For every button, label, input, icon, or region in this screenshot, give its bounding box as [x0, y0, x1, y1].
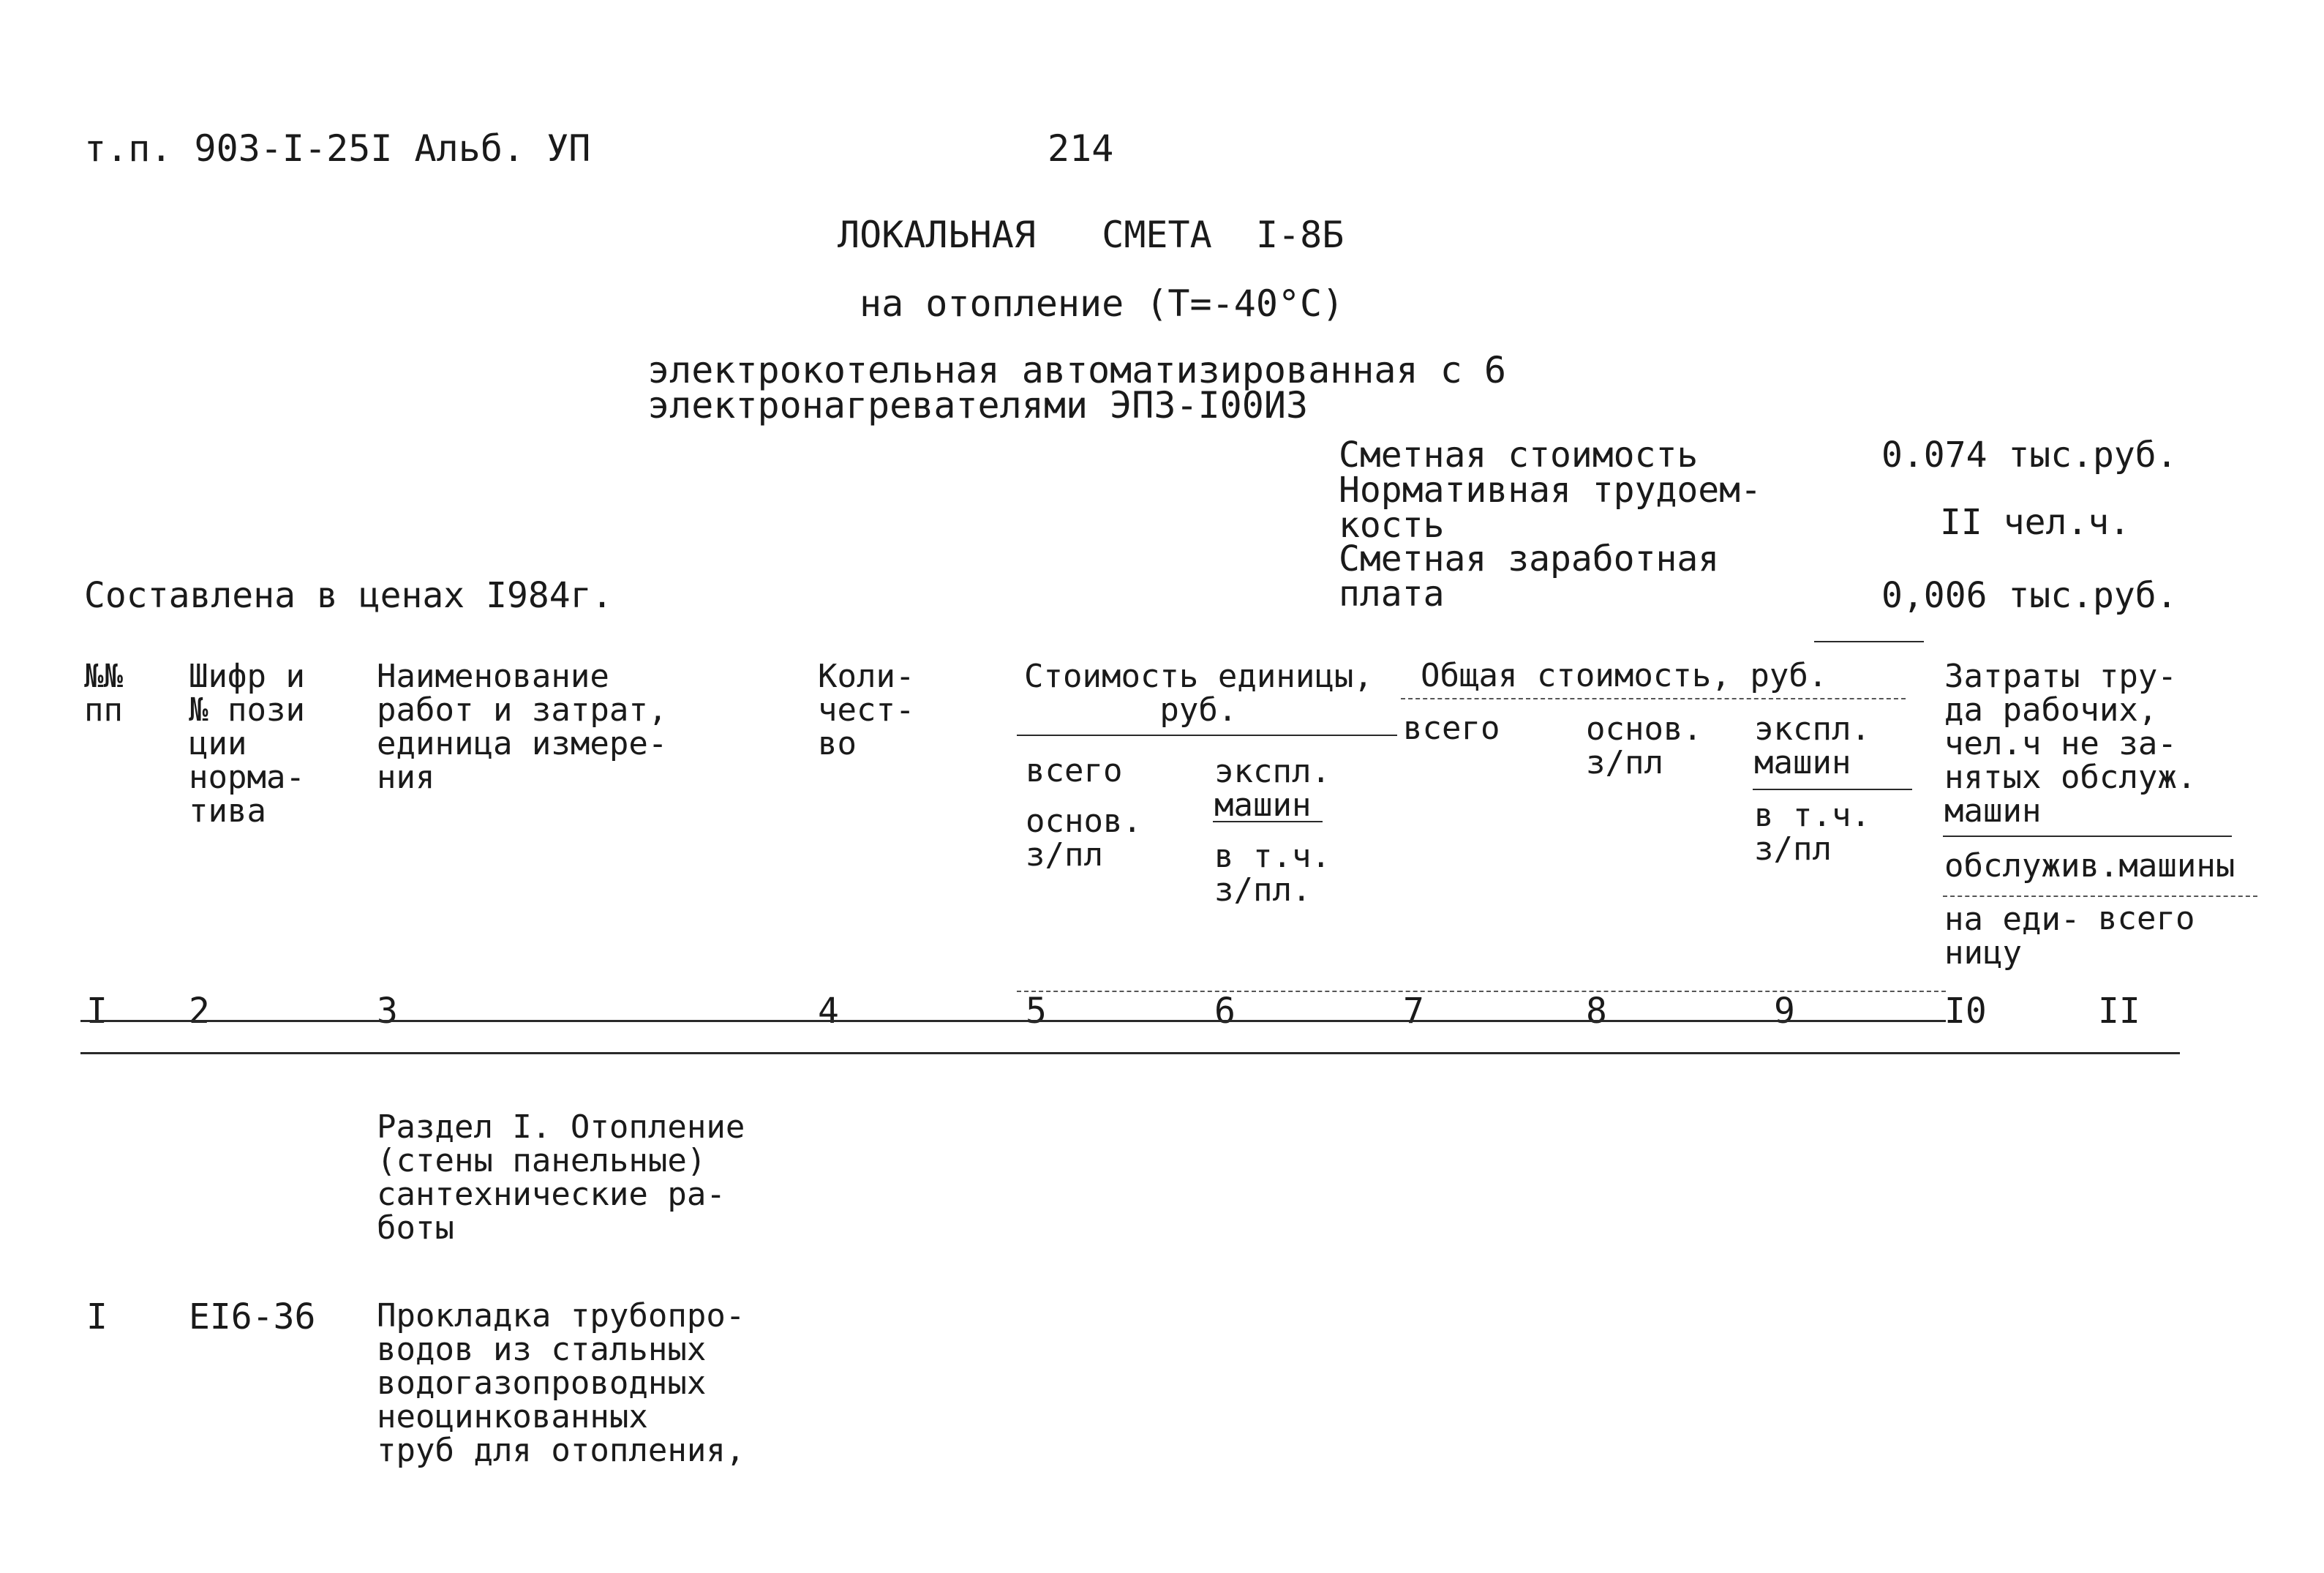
labor-value: II чел.ч. — [1940, 502, 2131, 543]
estimate-title: ЛОКАЛЬНАЯ СМЕТА I-8Б — [838, 214, 1345, 256]
col-header-total-machines-wage: в т.ч. з/пл — [1754, 797, 1870, 868]
total-machines-rule — [1753, 789, 1912, 790]
column-number: 3 — [377, 991, 398, 1032]
prices-note: Составлена в ценах I984г. — [84, 575, 613, 616]
estimate-object: электрокотельная автоматизированная с 6 электронагревателями ЭПЗ-I00И3 — [647, 349, 1506, 427]
cost-label: Сметная стоимость — [1339, 435, 1699, 476]
column-number: I0 — [1944, 991, 1987, 1032]
page-number: 214 — [1048, 127, 1114, 170]
col-header-code: Шифр и № пози ции норма- тива — [189, 658, 305, 830]
total-cost-rule — [1401, 698, 1906, 699]
col-header-labor-machines: обслужив.машины — [1944, 847, 2235, 885]
col-header-total-all: всего — [1403, 710, 1500, 747]
labor-label: Нормативная трудоем- кость — [1339, 470, 1761, 546]
row-code: EI6-36 — [189, 1296, 316, 1337]
section-title: Раздел I. Отопление (стены панельные) сантехнические ра- боты — [377, 1108, 745, 1247]
col-header-quantity: Коли- чест- во — [818, 658, 915, 762]
column-number: I — [86, 991, 108, 1032]
col-header-total-cost: Общая стоимость, руб. — [1421, 657, 1828, 694]
column-numbers-bottom-rule — [80, 1052, 2180, 1054]
row-number: I — [86, 1296, 108, 1337]
column-number: 5 — [1026, 991, 1047, 1032]
document-reference: т.п. 903-I-25I Альб. УП — [84, 127, 591, 170]
column-number: II — [2098, 991, 2140, 1032]
column-numbers-mid-rule — [80, 1020, 1946, 1022]
row-description: Прокладка трубопро- водов из стальных водогазопроводных неоцинкованных труб для отопления, — [377, 1297, 745, 1469]
col-header-unit-base-wage: основ. з/пл — [1026, 803, 1142, 874]
wage-label: Сметная заработная плата — [1339, 538, 1720, 615]
col-header-unit-machines-wage: в т.ч. з/пл. — [1214, 838, 1331, 909]
labor-rule-2 — [1943, 896, 2257, 897]
labor-rule-1 — [1943, 836, 2232, 837]
col-header-labor-total: всего — [2098, 900, 2195, 937]
column-number: 9 — [1774, 991, 1795, 1032]
cost-value: 0.074 тыс.руб. — [1881, 435, 2178, 476]
col-header-name: Наименование работ и затрат, единица измере- ния — [377, 658, 668, 796]
col-header-labor: Затраты тру- да рабочих, чел.ч не за- нятых обслуж. машин — [1944, 658, 2197, 830]
unit-cost-rule — [1017, 735, 1397, 736]
column-number: 8 — [1586, 991, 1607, 1032]
unit-machines-rule — [1213, 821, 1323, 822]
column-number: 4 — [818, 991, 839, 1032]
col-header-total-base-wage: основ. з/пл — [1586, 710, 1702, 781]
column-number: 7 — [1403, 991, 1424, 1032]
col-header-unit-machines: экспл. машин — [1214, 753, 1331, 824]
estimate-subtitle: на отопление (Т=-40°С) — [860, 282, 1345, 325]
col-header-total-machines: экспл. машин — [1754, 710, 1870, 781]
col-header-labor-per-unit: на еди- ницу — [1944, 901, 2080, 972]
col-header-number: №№ пп — [84, 658, 123, 729]
wage-value: 0,006 тыс.руб. — [1881, 575, 2178, 616]
column-numbers-top-rule — [1017, 991, 1946, 992]
column-number: 6 — [1214, 991, 1236, 1032]
col-header-unit-cost: Стоимость единицы, руб. — [1024, 658, 1373, 729]
table-top-rule — [1814, 641, 1924, 642]
column-number: 2 — [189, 991, 210, 1032]
col-header-unit-total: всего — [1026, 752, 1123, 789]
